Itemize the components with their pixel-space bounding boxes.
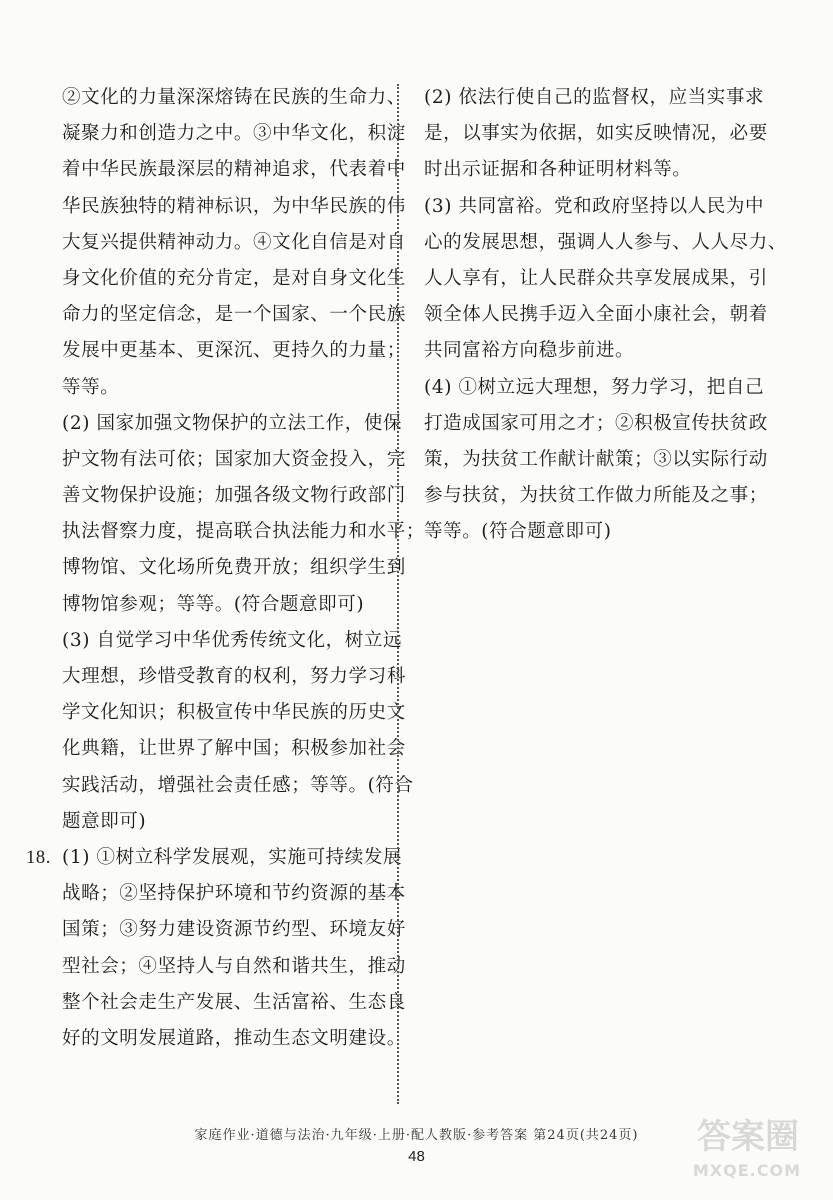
column-divider — [397, 84, 399, 1104]
text-line: 发展中更基本、更深沉、更持久的力量； — [62, 340, 406, 362]
watermark-url: MXQE.COM — [692, 1161, 801, 1180]
answer-18-part2 — [424, 80, 768, 189]
text-line: 护文物有法可依；国家加大资金投入，完 — [62, 448, 406, 470]
text-line: 学文化知识；积极宣传中华民族的历史文 — [62, 702, 406, 724]
text-line: 人人享有，让人民群众共享发展成果，引 — [424, 267, 768, 289]
text-line: 大理想，珍惜受教育的权利，努力学习科 — [62, 666, 406, 687]
text-line: 博物馆参观；等等。(符合题意即可) — [62, 593, 365, 615]
text-line: (4) ①树立远大理想，努力学习，把自己 — [424, 376, 765, 398]
text-line: 凝聚力和创造力之中。③中华文化，积淀 — [62, 123, 406, 145]
text-line: 参与扶贫，为扶贫工作做力所能及之事； — [424, 485, 768, 507]
text-line: 共同富裕方向稳步前进。 — [424, 340, 635, 362]
answer-17-part2 — [62, 406, 425, 623]
text-line: 题意即可) — [62, 810, 147, 832]
text-line: (1) ①树立科学发展观，实施可持续发展 — [62, 846, 403, 868]
text-line: 善文物保护设施；加强各级文物行政部门 — [62, 485, 406, 507]
text-line: 命力的坚定信念，是一个国家、一个民族 — [62, 304, 406, 326]
page-number: 48 — [408, 1148, 425, 1165]
text-line: (2) 国家加强文物保护的立法工作，使保 — [62, 412, 403, 434]
watermark-logo — [669, 1118, 819, 1188]
text-line: 化典籍，让世界了解中国；积极参加社会 — [62, 738, 406, 760]
text-line: 策，为扶贫工作献计献策；③以实际行动 — [424, 448, 768, 470]
text-line: (2) 依法行使自己的监督权，应当实事求 — [424, 87, 765, 108]
text-line: 领全体人民携手迈入全面小康社会，朝着 — [424, 304, 768, 326]
text-line: 着中华民族最深层的精神追求，代表着中 — [62, 159, 406, 181]
text-line: 等等。(符合题意即可) — [424, 521, 612, 543]
text-line: (3) 自觉学习中华优秀传统文化，树立远 — [62, 629, 403, 651]
answer-17-part3 — [62, 623, 414, 840]
text-line: 时出示证据和各种证明材料等。 — [424, 159, 692, 181]
watermark-text: 答案圈 — [697, 1117, 799, 1157]
text-line: 身文化价值的充分肯定，是对自身文化生 — [62, 267, 406, 289]
left-column — [26, 80, 425, 1057]
text-line: 实践活动，增强社会责任感；等等。(符合 — [62, 774, 414, 796]
right-column — [424, 80, 787, 550]
text-line: 心的发展思想，强调人人参与、人人尽力、 — [424, 231, 787, 253]
text-line: 整个社会走生产发展、生活富裕、生态良 — [62, 991, 406, 1013]
answer-18-part4 — [424, 370, 768, 551]
text-line: 等等。 — [62, 376, 120, 398]
text-line: 好的文明发展道路，推动生态文明建设。 — [62, 1027, 406, 1049]
page-footer: 家庭作业·道德与法治·九年级·上册·配人教版·参考答案 第24页(共24页) — [194, 1128, 639, 1143]
answer-18-part3 — [424, 189, 787, 370]
text-line: 型社会；④坚持人与自然和谐共生，推动 — [62, 955, 406, 977]
text-line: 是，以事实为依据，如实反映情况，必要 — [424, 123, 768, 145]
text-line: 国策；③努力建设资源节约型、环境友好 — [62, 919, 406, 941]
text-line: 战略；②坚持保护环境和节约资源的基本 — [62, 883, 406, 905]
text-line: ②文化的力量深深熔铸在民族的生命力、 — [62, 87, 406, 108]
answer-17-part1-continued — [62, 80, 406, 406]
answer-18-part1 — [26, 840, 406, 1057]
text-line: (3) 共同富裕。党和政府坚持以人民为中 — [424, 195, 765, 217]
question-number: 18. — [26, 847, 51, 868]
text-line: 打造成国家可用之才；②积极宣传扶贫政 — [424, 412, 768, 434]
text-line: 执法督察力度，提高联合执法能力和水平； — [62, 521, 425, 543]
text-line: 大复兴提供精神动力。④文化自信是对自 — [62, 231, 406, 253]
text-line: 博物馆、文化场所免费开放；组织学生到 — [62, 557, 406, 579]
text-line: 华民族独特的精神标识，为中华民族的伟 — [62, 195, 406, 217]
